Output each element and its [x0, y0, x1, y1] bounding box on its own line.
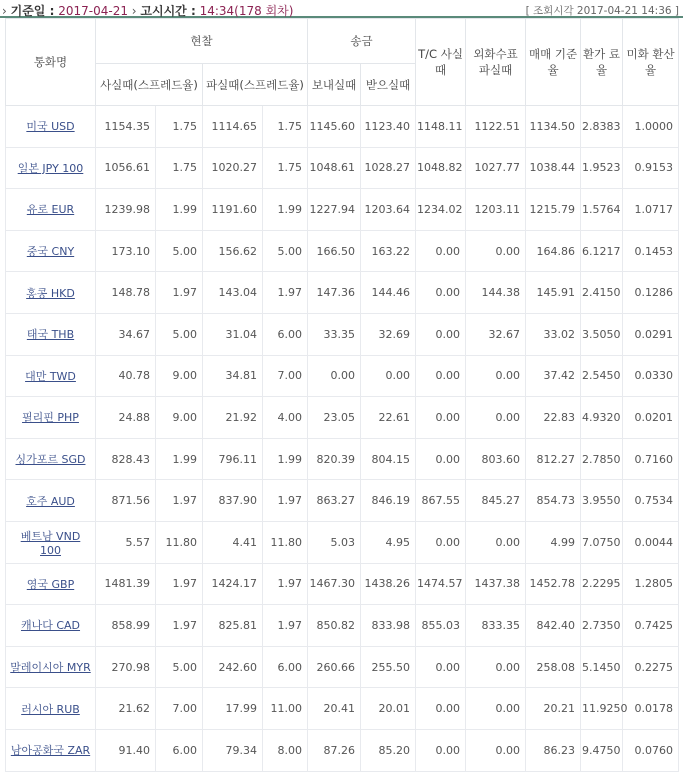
value-cell: 0.00: [416, 729, 466, 771]
value-cell: 3.5050: [581, 313, 623, 355]
currency-link[interactable]: 호주 AUD: [26, 494, 75, 508]
value-cell: 1452.78: [526, 563, 581, 605]
value-cell: 6.00: [263, 313, 308, 355]
currency-cell: [6, 521, 96, 563]
table-row: [6, 521, 679, 563]
value-cell: 0.00: [466, 646, 526, 688]
value-cell: 854.73: [526, 480, 581, 522]
value-cell: 2.7850: [581, 438, 623, 480]
exchange-rate-table: [5, 18, 679, 772]
base-date: 2017-04-21: [58, 4, 128, 18]
value-cell: 1.99: [156, 189, 203, 231]
value-cell: 845.27: [466, 480, 526, 522]
col-tc-buy: T/C 사실때: [416, 19, 466, 106]
value-cell: 24.88: [96, 397, 156, 439]
value-cell: 842.40: [526, 605, 581, 647]
base-date-label: 기준일 :: [10, 4, 55, 18]
value-cell: 3.9550: [581, 480, 623, 522]
currency-link[interactable]: 일본 JPY 100: [17, 161, 84, 175]
value-cell: 1.97: [263, 272, 308, 314]
currency-cell: [6, 688, 96, 730]
value-cell: 1038.44: [526, 147, 581, 189]
table-row: [6, 230, 679, 272]
value-cell: 79.34: [203, 729, 263, 771]
value-cell: 86.23: [526, 729, 581, 771]
value-cell: 796.11: [203, 438, 263, 480]
currency-link[interactable]: 홍콩 HKD: [26, 286, 75, 300]
value-cell: 1148.11: [416, 106, 466, 148]
value-cell: 1.5764: [581, 189, 623, 231]
value-cell: 270.98: [96, 646, 156, 688]
value-cell: 33.35: [308, 313, 361, 355]
currency-cell: [6, 355, 96, 397]
value-cell: 5.00: [263, 230, 308, 272]
currency-cell: [6, 189, 96, 231]
table-row: [6, 313, 679, 355]
value-cell: 1048.61: [308, 147, 361, 189]
value-cell: 863.27: [308, 480, 361, 522]
value-cell: 0.9153: [623, 147, 679, 189]
value-cell: 2.7350: [581, 605, 623, 647]
currency-cell: [6, 230, 96, 272]
value-cell: 11.00: [263, 688, 308, 730]
value-cell: 156.62: [203, 230, 263, 272]
value-cell: 1481.39: [96, 563, 156, 605]
value-cell: 23.05: [308, 397, 361, 439]
value-cell: 258.08: [526, 646, 581, 688]
currency-cell: [6, 397, 96, 439]
value-cell: 0.1286: [623, 272, 679, 314]
value-cell: 1145.60: [308, 106, 361, 148]
value-cell: 1.0717: [623, 189, 679, 231]
value-cell: 5.57: [96, 521, 156, 563]
currency-link[interactable]: 러시아 RUB: [21, 702, 80, 716]
value-cell: 1.99: [263, 189, 308, 231]
col-remit-recv: 받으실때: [361, 64, 416, 106]
currency-cell: [6, 272, 96, 314]
value-cell: 1134.50: [526, 106, 581, 148]
value-cell: 1.75: [156, 147, 203, 189]
currency-link[interactable]: 말레이시아 MYR: [10, 661, 91, 675]
value-cell: 0.00: [416, 688, 466, 730]
value-cell: 0.00: [466, 688, 526, 730]
value-cell: 1.75: [156, 106, 203, 148]
value-cell: 0.00: [416, 355, 466, 397]
value-cell: 1027.77: [466, 147, 526, 189]
currency-cell: [6, 313, 96, 355]
table-row: [6, 397, 679, 439]
value-cell: 5.1450: [581, 646, 623, 688]
value-cell: 1048.82: [416, 147, 466, 189]
value-cell: 867.55: [416, 480, 466, 522]
value-cell: 5.00: [156, 230, 203, 272]
value-cell: 1215.79: [526, 189, 581, 231]
value-cell: 1239.98: [96, 189, 156, 231]
value-cell: 0.0178: [623, 688, 679, 730]
value-cell: 833.98: [361, 605, 416, 647]
value-cell: 87.26: [308, 729, 361, 771]
value-cell: 837.90: [203, 480, 263, 522]
col-base-rate: 매매 기준율: [526, 19, 581, 106]
value-cell: 1056.61: [96, 147, 156, 189]
value-cell: 1.97: [263, 605, 308, 647]
value-cell: 1424.17: [203, 563, 263, 605]
value-cell: 4.41: [203, 521, 263, 563]
value-cell: 144.38: [466, 272, 526, 314]
currency-link[interactable]: 캐나다 CAD: [20, 619, 81, 633]
table-row: [6, 438, 679, 480]
currency-link[interactable]: 유로 EUR: [26, 203, 75, 217]
value-cell: 9.00: [156, 397, 203, 439]
notice-time-label: 고시시간 :: [140, 4, 196, 18]
value-cell: 850.82: [308, 605, 361, 647]
value-cell: 164.86: [526, 230, 581, 272]
currency-cell: [6, 605, 96, 647]
table-row: [6, 147, 679, 189]
value-cell: 1.75: [263, 106, 308, 148]
value-cell: 9.4750: [581, 729, 623, 771]
value-cell: 0.00: [466, 729, 526, 771]
currency-link[interactable]: 남아공화국 ZAR: [10, 744, 91, 758]
value-cell: 1.9523: [581, 147, 623, 189]
value-cell: 242.60: [203, 646, 263, 688]
currency-cell: [6, 729, 96, 771]
value-cell: 2.4150: [581, 272, 623, 314]
currency-cell: [6, 106, 96, 148]
value-cell: 6.00: [156, 729, 203, 771]
value-cell: 143.04: [203, 272, 263, 314]
table-row: [6, 480, 679, 522]
value-cell: 22.61: [361, 397, 416, 439]
value-cell: 1028.27: [361, 147, 416, 189]
value-cell: 812.27: [526, 438, 581, 480]
value-cell: 0.00: [416, 521, 466, 563]
value-cell: 20.01: [361, 688, 416, 730]
currency-link[interactable]: 영국 GBP: [26, 577, 75, 591]
value-cell: 0.2275: [623, 646, 679, 688]
value-cell: 0.00: [416, 230, 466, 272]
value-cell: 0.00: [466, 397, 526, 439]
info-bar: [0, 0, 683, 18]
value-cell: 11.80: [263, 521, 308, 563]
currency-cell: [6, 563, 96, 605]
currency-cell: [6, 646, 96, 688]
value-cell: 11.80: [156, 521, 203, 563]
value-cell: 5.00: [156, 313, 203, 355]
table-row: [6, 189, 679, 231]
value-cell: 148.78: [96, 272, 156, 314]
value-cell: 0.00: [361, 355, 416, 397]
currency-cell: [6, 480, 96, 522]
table-row: [6, 646, 679, 688]
currency-link[interactable]: 필리핀 PHP: [22, 411, 79, 425]
col-check-sell: 외화수표 파실때: [466, 19, 526, 106]
value-cell: 1474.57: [416, 563, 466, 605]
value-cell: 21.92: [203, 397, 263, 439]
value-cell: 1020.27: [203, 147, 263, 189]
currency-link[interactable]: 중국 CNY: [26, 245, 75, 259]
value-cell: 1.99: [156, 438, 203, 480]
value-cell: 7.00: [263, 355, 308, 397]
value-cell: 0.00: [466, 521, 526, 563]
value-cell: 20.21: [526, 688, 581, 730]
value-cell: 40.78: [96, 355, 156, 397]
value-cell: 1203.11: [466, 189, 526, 231]
table-row: [6, 355, 679, 397]
value-cell: 31.04: [203, 313, 263, 355]
value-cell: 4.9320: [581, 397, 623, 439]
value-cell: 1227.94: [308, 189, 361, 231]
currency-link[interactable]: 미국 USD: [26, 120, 75, 134]
value-cell: 7.0750: [581, 521, 623, 563]
value-cell: 0.00: [416, 438, 466, 480]
value-cell: 91.40: [96, 729, 156, 771]
value-cell: 260.66: [308, 646, 361, 688]
value-cell: 833.35: [466, 605, 526, 647]
value-cell: 33.02: [526, 313, 581, 355]
value-cell: 5.03: [308, 521, 361, 563]
value-cell: 1.75: [263, 147, 308, 189]
value-cell: 0.7425: [623, 605, 679, 647]
value-cell: 846.19: [361, 480, 416, 522]
value-cell: 1234.02: [416, 189, 466, 231]
value-cell: 6.00: [263, 646, 308, 688]
value-cell: 145.91: [526, 272, 581, 314]
value-cell: 9.00: [156, 355, 203, 397]
value-cell: 0.0044: [623, 521, 679, 563]
table-row: [6, 729, 679, 771]
value-cell: 0.00: [416, 313, 466, 355]
value-cell: 2.8383: [581, 106, 623, 148]
value-cell: 1.97: [156, 605, 203, 647]
value-cell: 0.00: [466, 230, 526, 272]
value-cell: 0.0760: [623, 729, 679, 771]
value-cell: 11.9250: [581, 688, 623, 730]
value-cell: 1467.30: [308, 563, 361, 605]
col-cash-sell: 파실때(스프레드율): [203, 64, 308, 106]
value-cell: 4.99: [526, 521, 581, 563]
value-cell: 0.7534: [623, 480, 679, 522]
value-cell: 1122.51: [466, 106, 526, 148]
value-cell: 2.5450: [581, 355, 623, 397]
value-cell: 0.00: [308, 355, 361, 397]
currency-link[interactable]: 태국 THB: [26, 328, 75, 342]
value-cell: 144.46: [361, 272, 416, 314]
currency-cell: [6, 438, 96, 480]
col-cash: 현찰: [96, 19, 308, 64]
value-cell: 1437.38: [466, 563, 526, 605]
value-cell: 37.42: [526, 355, 581, 397]
value-cell: 1154.35: [96, 106, 156, 148]
currency-link[interactable]: 대만 TWD: [25, 369, 76, 383]
table-row: [6, 563, 679, 605]
value-cell: 2.2295: [581, 563, 623, 605]
value-cell: 1123.40: [361, 106, 416, 148]
value-cell: 1114.65: [203, 106, 263, 148]
value-cell: 7.00: [156, 688, 203, 730]
value-cell: 32.69: [361, 313, 416, 355]
value-cell: 1.97: [156, 272, 203, 314]
value-cell: 1.97: [263, 480, 308, 522]
col-conv-rate: 환가 료율: [581, 19, 623, 106]
value-cell: 0.00: [416, 272, 466, 314]
value-cell: 1.97: [263, 563, 308, 605]
table-row: [6, 688, 679, 730]
value-cell: 1191.60: [203, 189, 263, 231]
table-row: [6, 106, 679, 148]
value-cell: 0.00: [466, 355, 526, 397]
value-cell: 34.67: [96, 313, 156, 355]
value-cell: 825.81: [203, 605, 263, 647]
col-currency: 통화명: [6, 19, 96, 106]
currency-cell: [6, 147, 96, 189]
table-row: [6, 605, 679, 647]
currency-link[interactable]: 싱가포르 SGD: [15, 453, 86, 467]
date-info: › 기준일 : 2017-04-21 › 고시시간 : 14:34(178 회차): [2, 4, 294, 18]
value-cell: 173.10: [96, 230, 156, 272]
col-remit-send: 보내실때: [308, 64, 361, 106]
value-cell: 5.00: [156, 646, 203, 688]
value-cell: 21.62: [96, 688, 156, 730]
value-cell: 0.7160: [623, 438, 679, 480]
notice-time: 14:34(178 회차): [199, 4, 294, 18]
value-cell: 828.43: [96, 438, 156, 480]
value-cell: 1.99: [263, 438, 308, 480]
value-cell: 0.1453: [623, 230, 679, 272]
value-cell: 17.99: [203, 688, 263, 730]
value-cell: 820.39: [308, 438, 361, 480]
value-cell: 255.50: [361, 646, 416, 688]
value-cell: 858.99: [96, 605, 156, 647]
value-cell: 804.15: [361, 438, 416, 480]
value-cell: 855.03: [416, 605, 466, 647]
value-cell: 85.20: [361, 729, 416, 771]
value-cell: 34.81: [203, 355, 263, 397]
col-cash-buy: 사실때(스프레드율): [96, 64, 203, 106]
value-cell: 0.00: [416, 397, 466, 439]
value-cell: 1.0000: [623, 106, 679, 148]
table-row: [6, 272, 679, 314]
value-cell: 4.00: [263, 397, 308, 439]
value-cell: 32.67: [466, 313, 526, 355]
query-time: [ 조회시각 2017-04-21 14:36 ]: [525, 5, 679, 17]
value-cell: 166.50: [308, 230, 361, 272]
value-cell: 0.0201: [623, 397, 679, 439]
value-cell: 1.97: [156, 480, 203, 522]
value-cell: 0.00: [416, 646, 466, 688]
value-cell: 22.83: [526, 397, 581, 439]
value-cell: 147.36: [308, 272, 361, 314]
value-cell: 871.56: [96, 480, 156, 522]
currency-link[interactable]: 베트남 VND 100: [20, 529, 81, 557]
value-cell: 1203.64: [361, 189, 416, 231]
value-cell: 4.95: [361, 521, 416, 563]
value-cell: 6.1217: [581, 230, 623, 272]
value-cell: 0.0291: [623, 313, 679, 355]
value-cell: 20.41: [308, 688, 361, 730]
value-cell: 1438.26: [361, 563, 416, 605]
value-cell: 1.97: [156, 563, 203, 605]
value-cell: 1.2805: [623, 563, 679, 605]
col-remit: 송금: [308, 19, 416, 64]
value-cell: 0.0330: [623, 355, 679, 397]
col-usd-rate: 미화 환산율: [623, 19, 679, 106]
value-cell: 803.60: [466, 438, 526, 480]
value-cell: 8.00: [263, 729, 308, 771]
value-cell: 163.22: [361, 230, 416, 272]
